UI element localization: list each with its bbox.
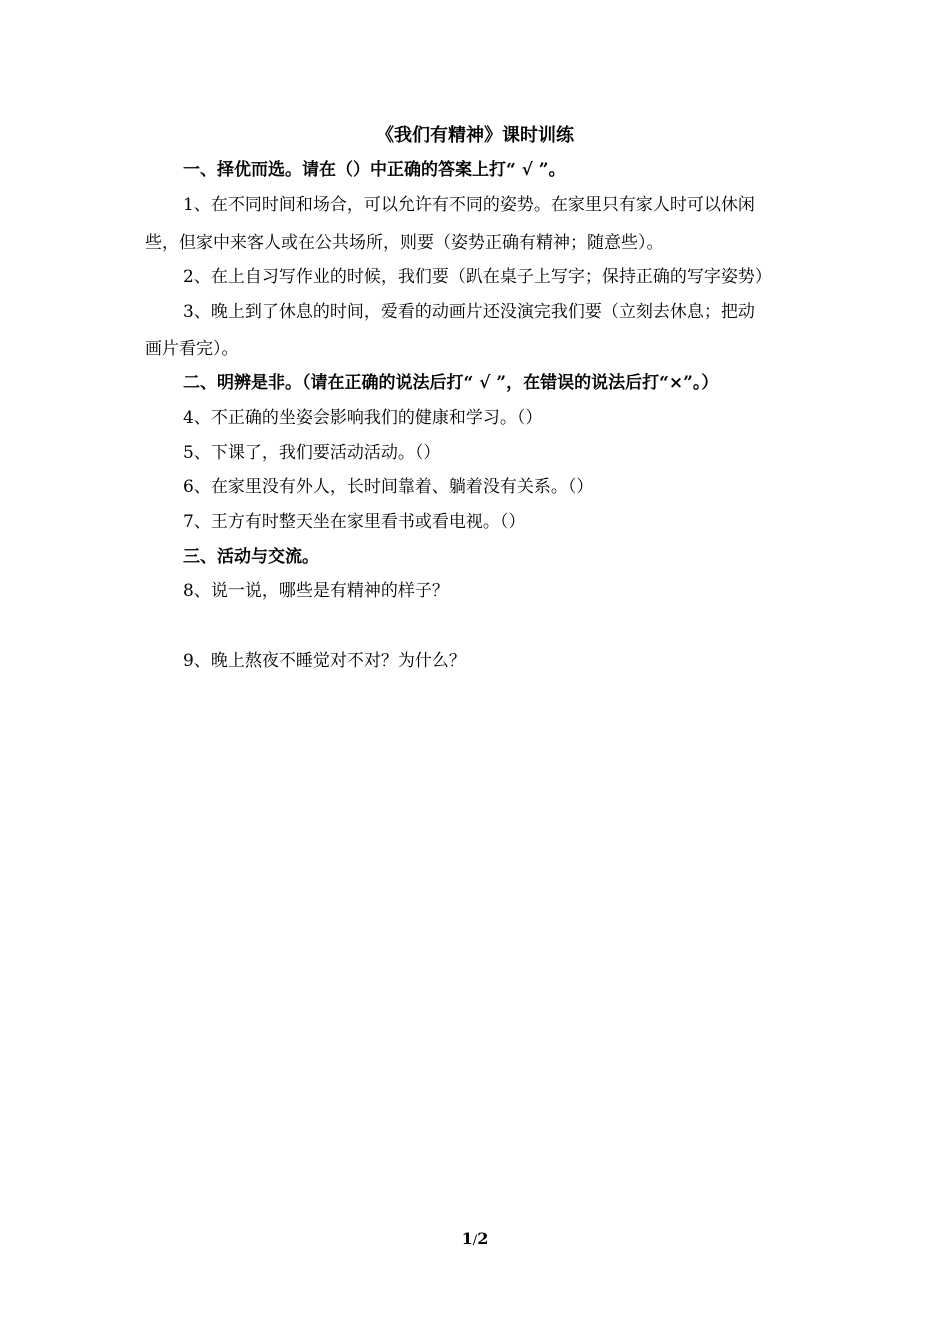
question-9: 9、晚上熬夜不睡觉对不对？为什么？ (183, 651, 466, 671)
page-number (0, 1228, 950, 1252)
section-2-heading: 二、明辨是非。（请在正确的说法后打“ √ ”，在错误的说法后打“×”。） (183, 373, 719, 393)
question-4: 4、不正确的坐姿会影响我们的健康和学习。（） (183, 408, 543, 428)
page-number-total: 2 (477, 1229, 489, 1248)
question-8: 8、说一说，哪些是有精神的样子？ (183, 581, 449, 601)
question-7: 7、王方有时整天坐在家里看书或看电视。（） (183, 512, 526, 532)
page-number-separator: / (472, 1233, 478, 1248)
document-title: 《我们有精神》课时训练 (376, 125, 574, 146)
section-3-heading: 三、活动与交流。 (183, 547, 319, 567)
question-2: 2、在上自习写作业的时候，我们要（趴在桌子上写字；保持正确的写字姿势） (183, 267, 772, 287)
question-6: 6、在家里没有外人，长时间靠着、躺着没有关系。（） (183, 477, 594, 497)
question-3-line-2: 画片看完）。 (145, 339, 239, 359)
question-5: 5、下课了，我们要活动活动。（） (183, 443, 441, 463)
section-1-heading: 一、择优而选。请在（）中正确的答案上打“ √ ”。 (183, 160, 566, 180)
page-number-current: 1 (461, 1229, 473, 1248)
question-3-line-1: 3、晚上到了休息的时间，爱看的动画片还没演完我们要（立刻去休息；把动 (183, 302, 755, 322)
question-1-line-1: 1、在不同时间和场合，可以允许有不同的姿势。在家里只有家人时可以休闲 (183, 195, 755, 215)
question-1-line-2: 些，但家中来客人或在公共场所，则要（姿势正确有精神；随意些）。 (145, 233, 664, 253)
